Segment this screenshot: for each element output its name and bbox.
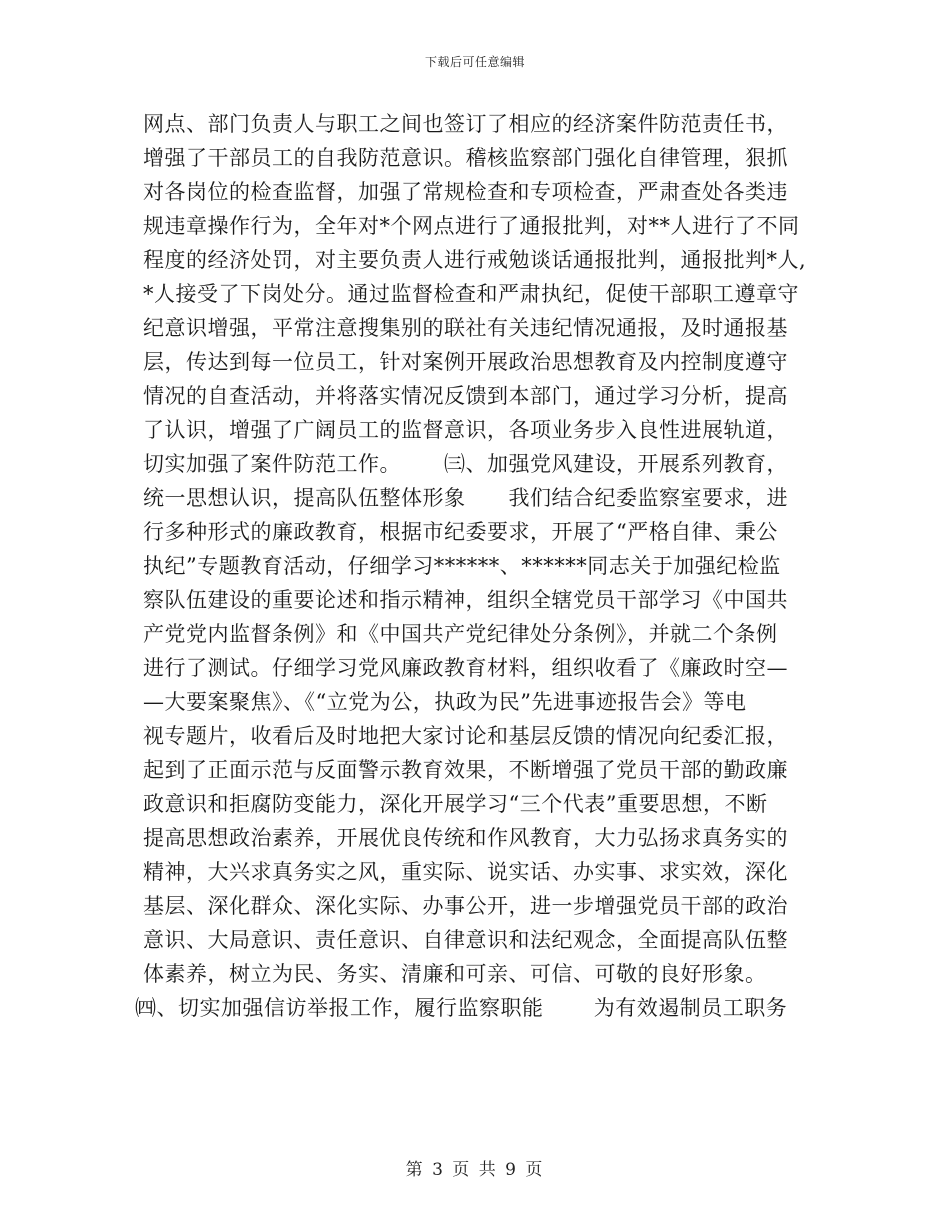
body-line: 进行了测试。仔细学习党风廉政教育材料，组织收看了《廉政时空— <box>143 656 788 680</box>
body-line: 意识、大局意识、责任意识、自律意识和法纪观念，全面提高队伍整 <box>143 928 788 952</box>
body-line: 视专题片，收看后及时地把大家讨论和基层反馈的情况向纪委汇报， <box>143 724 788 748</box>
body-line: 网点、部门负责人与职工之间也签订了相应的经济案件防范责任书， <box>143 112 788 136</box>
body-line: 提高思想政治素养，开展优良传统和作风教育，大力弘扬求真务实的 <box>143 826 788 850</box>
body-line: 精神，大兴求真务实之风，重实际、说实话、办实事、求实效，深化 <box>143 860 788 884</box>
body-line: 政意识和拒腐防变能力，深化开展学习“三个代表”重要思想，不断 <box>143 792 768 816</box>
body-line: 增强了干部员工的自我防范意识。稽核监察部门强化自律管理，狠抓 <box>143 146 788 170</box>
body-line: —大要案聚焦》、《“立党为公，执政为民”先进事迹报告会》等电 <box>143 690 747 714</box>
body-line: 了认识，增强了广阔员工的监督意识，各项业务步入良性进展轨道， <box>143 418 788 442</box>
body-line: 规违章操作行为，全年对*个网点进行了通报批判，对**人进行了不同 <box>143 214 800 238</box>
body-line: 产党党内监督条例》和《中国共产党纪律处分条例》，并就二个条例 <box>143 622 778 646</box>
body-line: 执纪”专题教育活动，仔细学习******、******同志关于加强纪检监 <box>143 554 781 578</box>
body-line: 切实加强了案件防范工作。 ㈢、加强党风建设，开展系列教育， <box>143 452 789 476</box>
body-line: 情况的自查活动，并将落实情况反馈到本部门，通过学习分析，提高 <box>143 384 788 408</box>
body-line: 程度的经济处罚，对主要负责人进行戒勉谈话通报批判，通报批判*人, <box>143 248 807 272</box>
body-line: 体素养，树立为民、务实、清廉和可亲、可信、可敬的良好形象。 <box>143 962 767 986</box>
body-line: 层，传达到每一位员工，针对案例开展政治思想教育及内控制度遵守 <box>143 350 788 374</box>
body-line: 基层、深化群众、深化实际、办事公开，进一步增强党员干部的政治 <box>143 894 788 918</box>
body-line: ㈣、切实加强信访举报工作，履行监察职能 为有效遏制员工职务 <box>135 996 788 1020</box>
body-line: 统一思想认识，提高队伍整体形象 我们结合纪委监察室要求，进 <box>143 486 789 510</box>
body-line: 纪意识增强，平常注意搜集别的联社有关违纪情况通报，及时通报基 <box>143 316 788 340</box>
body-line: 行多种形式的廉政教育，根据市纪委要求，开展了“严格自律、秉公 <box>143 520 778 544</box>
body-line: *人接受了下岗处分。通过监督检查和严肃执纪，促使干部职工遵章守 <box>143 282 799 306</box>
body-line: 对各岗位的检查监督，加强了常规检查和专项检查，严肃查处各类违 <box>143 180 788 204</box>
body-line: 起到了正面示范与反面警示教育效果，不断增强了党员干部的勤政廉 <box>143 758 788 782</box>
page-header: 下载后可任意编辑 <box>424 55 525 69</box>
page-number: 第 3 页 共 9 页 <box>405 1160 545 1180</box>
body-line: 察队伍建设的重要论述和指示精神，组织全辖党员干部学习《中国共 <box>143 588 788 612</box>
